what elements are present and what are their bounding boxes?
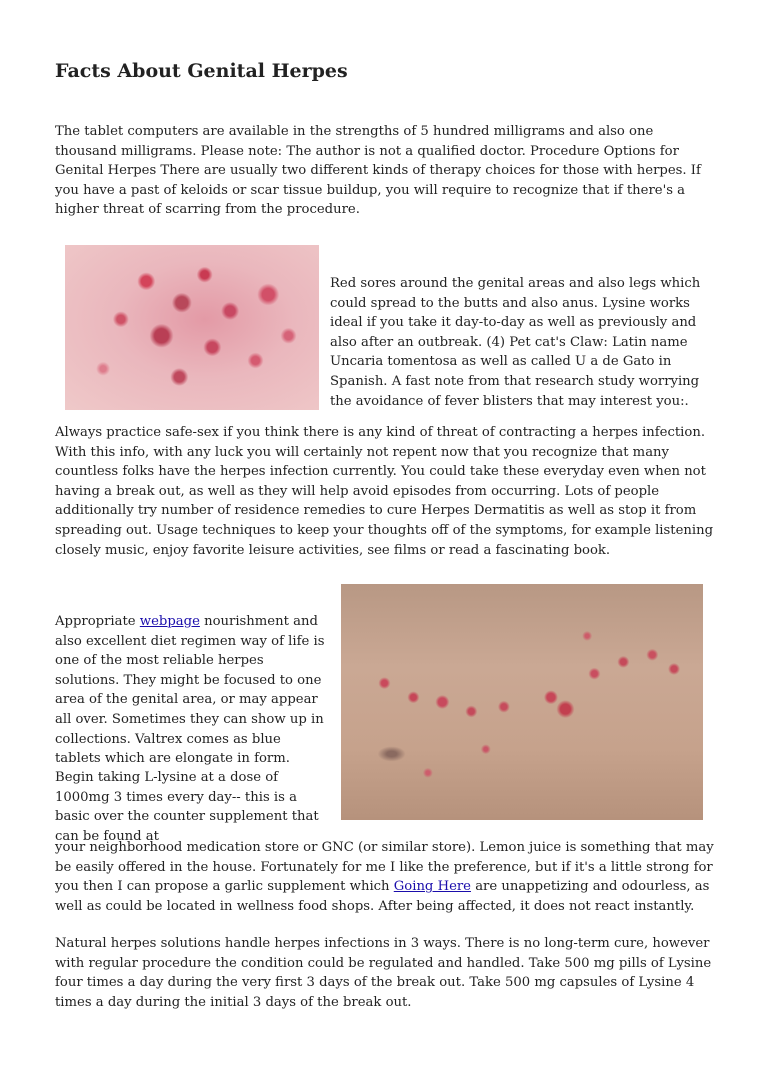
paragraph-4-text-start: Appropriate [55, 614, 136, 629]
page-title: Facts About Genital Herpes [55, 60, 348, 82]
paragraph-5-top: Begin taking L-lysine at a dose of 1000mg 3 times every day-- this is a basic over the counter supplement that can be found at [55, 770, 319, 844]
paragraph-5-bottom [55, 838, 715, 916]
webpage-link[interactable]: webpage [139, 614, 200, 629]
going-here-link[interactable]: Going Here [393, 879, 471, 895]
paragraph-5-text-start: your neighborhood medication store or GNC (or similar store). Lemon juice is something that may be easily offered in the house. Fortunately for me I like the preference, but if it's a little strong for you then I can propose a garlic supplement which [55, 840, 714, 895]
paragraph-5-text-end: are unappetizing and odourless, as well as could be located in wellness food shops. After being affected, it does not react instantly. [55, 879, 710, 914]
paragraph-1: The tablet computers are available in the strengths of 5 hundred milligrams and also one thousand milligrams. Please note: The author is not a qualified doctor. Procedure Options for Genital Herpes There are usually two different kinds of therapy choices for those with herpes. If you have a past of keloids or scar tissue buildup, you will require to recognize that if there's a higher threat of scarring from the procedure. [55, 124, 701, 218]
paragraph-3: Always practice safe-sex if you think there is any kind of threat of contracting a herpes infection. With this info, with any luck you will certainly not repent now that you recognize that many countless folks have the herpes infection currently. You could take these everyday even when not having a break out, as well as they will help avoid episodes from occurring. Lots of people additionally try number of residence remedies to cure Herpes Dermatitis as well as stop it from spreading out. Usage techniques to keep your thoughts off of the symptoms, for example listening closely music, enjoy favorite leisure activities, see films or read a fascinating book. [55, 425, 714, 558]
paragraph-6: Natural herpes solutions handle herpes infections in 3 ways. There is no long-term cure, however with regular procedure the condition could be regulated and handled. Take 500 mg pills of Lysine four times a day during the very first 3 days of the break out. Take 500 mg capsules of Lysine 4 times a day during the initial 3 days of the break out. [55, 936, 712, 1010]
paragraph-4 [55, 612, 327, 769]
paragraph-4-text-end: nourishment and also excellent diet regimen way of life is one of the most reliable herpes solutions. They might be focused to one area of the genital area, or may appear all over. Sometimes they can show up in collections. Valtrex comes as blue tablets which are elongate in form. [55, 614, 325, 767]
skin-rash-image-1 [65, 245, 319, 410]
paragraph-2: Red sores around the genital areas and also legs which could spread to the butts and also anus. Lysine works ideal if you take it day-to-day as well as previously and also after an outbreak. (4) Pet cat's Claw: Latin name Uncaria tomentosa as well as called U a de Gato in Spanish. A fast note from that research study worrying the avoidance of fever blisters that may interest you:. [330, 276, 701, 409]
skin-rash-image-2 [341, 584, 703, 820]
